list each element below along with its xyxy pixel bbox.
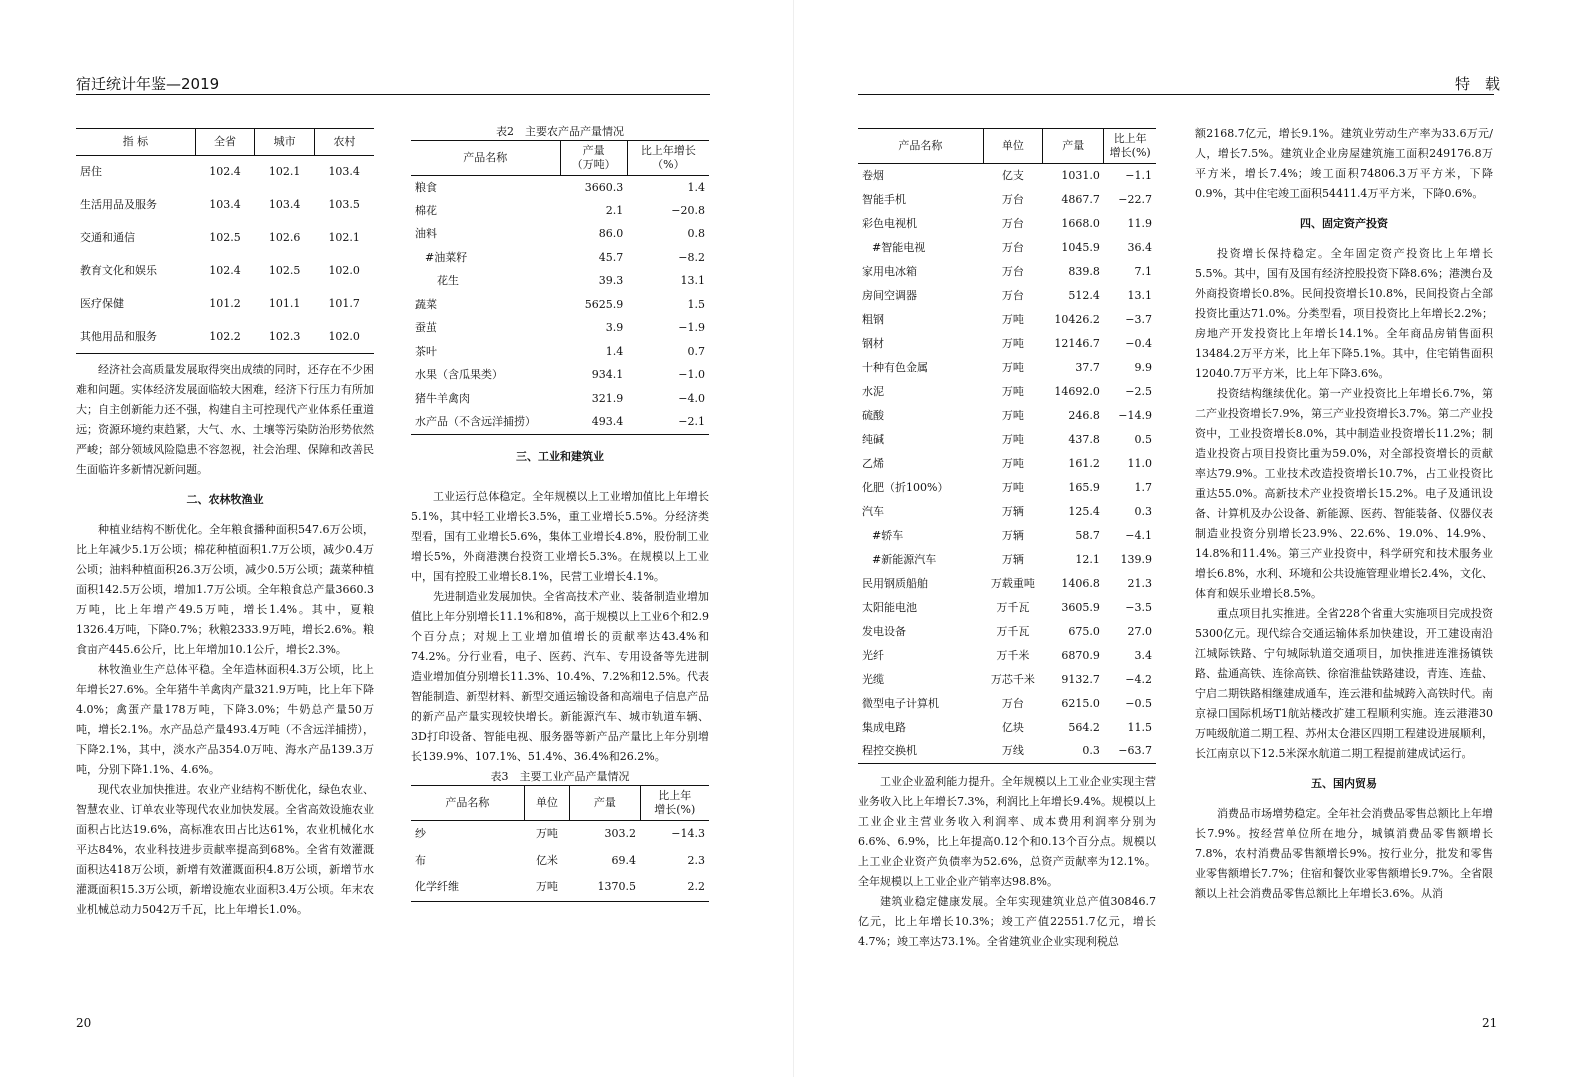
product-growth: 27.0	[1127, 624, 1152, 638]
value-rural: 103.4	[328, 165, 360, 179]
product-growth: −1.9	[678, 321, 705, 335]
product-output: 2.1	[605, 203, 624, 217]
product-name: 集成电路	[862, 720, 906, 734]
page-number-left: 20	[76, 1016, 92, 1030]
table-row	[858, 620, 1156, 644]
product-output: 839.8	[1068, 264, 1100, 278]
product-name: 纯碱	[862, 432, 884, 446]
product-unit: 万台	[1001, 216, 1024, 230]
t2-header-growth: 比上年增长 （%）	[627, 141, 709, 176]
product-name: 棉花	[415, 203, 437, 217]
product-output: 1406.8	[1061, 576, 1100, 590]
product-growth: 13.1	[680, 274, 705, 288]
header-rule-left	[76, 94, 710, 95]
product-growth: 0.5	[1134, 432, 1152, 446]
product-growth: 36.4	[1127, 240, 1152, 254]
header-rule-right	[858, 94, 1494, 95]
paragraph-investment-3: 重点项目扎实推进。全省228个省重大实施项目完成投资5300亿元。现代综合交通运输体系加快建设，开工建设南沿江城际铁路、宁句城际轨道交通项目，加快推进连淮扬镇铁路、盐通高铁、连徐高铁、徐宿淮盐铁路建设，青连、连盐、宁启二期铁路相继建成通车，连云港和盐城跨入高铁时代。南京禄口国际机场T1航站楼改扩建工程顺利实施。连云港港30万吨级航道二期工程、苏州太仓港区四期工程建设进展顺利，长江南京以下12.5米深水航道二期工程提前建成试运行。	[1195, 607, 1493, 760]
product-output: 1045.9	[1061, 240, 1100, 254]
paragraph-agriculture-2: 林牧渔业生产总体平稳。全年造林面积4.3万公顷，比上年增长27.6%。全年猪牛羊禽肉产量321.9万吨，比上年下降4.0%；禽蛋产量178万吨，下降3.0%；牛奶总产量50万吨，增长2.1%。水产品总产量493.4万吨（不含远洋捕捞），下降2.1%，其中，淡水产品354.0万吨、海水产品139.3万吨，分别下降1.1%、4.6%。	[76, 663, 374, 776]
product-growth: 2.3	[687, 853, 705, 867]
row-label: 交通和通信	[80, 231, 135, 244]
product-unit: 亿米	[535, 853, 558, 867]
table-row	[411, 387, 709, 411]
product-unit: 万千米	[996, 648, 1030, 662]
product-name: 水果（含瓜果类）	[415, 368, 503, 382]
table-row	[858, 164, 1156, 188]
product-name: 化肥（折100%）	[862, 480, 949, 494]
product-unit: 万吨	[535, 826, 558, 840]
value-rural: 102.0	[314, 321, 374, 354]
product-name: 光缆	[862, 672, 884, 686]
right-page	[794, 0, 1587, 1077]
product-unit: 万载重吨	[990, 576, 1035, 590]
product-growth: 139.9	[1120, 552, 1152, 566]
value-city: 102.5	[268, 264, 301, 277]
header-indicator: 指 标	[76, 129, 195, 156]
product-unit: 亿支	[1001, 168, 1024, 182]
table-row	[76, 222, 374, 255]
product-unit: 万吨	[1001, 312, 1024, 326]
paragraph-industry-2: 先进制造业发展加快。全省高技术产业、装备制造业增加值比上年分别增长11.1%和8%，高于规模以上工业6个和2.9个百分点；对规上工业增加值增长的贡献率达43.4%和74.2%。分行业看，电子、医药、汽车、专用设备等先进制造业增加值分别增长11.3%、10.4%、7.2%和12.5%。代表智能制造、新型材料、新型交通运输设备和高端电子信息产品的新产品产量实现较快增长。新能源汽车、城市轨道车辆、3D打印设备、智能电视、服务器等新产品产量比上年分别增长139.9%、107.1%、51.4%、36.4%和26.2%。	[411, 589, 709, 763]
table-row	[858, 476, 1156, 500]
table-row	[858, 380, 1156, 404]
row-label: 教育文化和娱乐	[80, 264, 157, 277]
product-unit: 万台	[1001, 240, 1024, 254]
product-name: 家用电冰箱	[862, 264, 917, 278]
product-growth: 11.5	[1127, 720, 1152, 734]
table-row	[858, 308, 1156, 332]
t3c-header-output: 产量	[1043, 129, 1104, 164]
table-row	[858, 740, 1156, 764]
t2-header-name: 产品名称	[411, 141, 560, 176]
product-name: #油菜籽	[425, 250, 468, 264]
value-city: 102.1	[268, 165, 301, 179]
product-output: 3660.3	[584, 180, 624, 194]
product-growth: −20.8	[671, 203, 705, 217]
table-row	[858, 500, 1156, 524]
product-name: 发电设备	[862, 624, 906, 638]
product-output: 303.2	[604, 826, 637, 840]
product-output: 6870.9	[1061, 648, 1100, 662]
table-row	[858, 188, 1156, 212]
paragraph-industry-1: 工业运行总体稳定。全年规模以上工业增加值比上年增长5.1%，其中轻工业增长3.5%，重工业增长5.5%。分经济类型看，国有工业增长5.6%，集体工业增长4.8%，股份制工业增长5%，外商港澳台投资工业增长5.3%。在规模以上工业中，国有控股工业增长8.1%，民营工业增长4.1%。	[411, 489, 709, 583]
left-column-2	[411, 124, 709, 902]
product-name: 卷烟	[862, 168, 884, 182]
header-city: 城市	[255, 129, 315, 156]
product-growth: −63.7	[1104, 740, 1156, 764]
product-output: 1.4	[605, 344, 624, 358]
table-row	[76, 156, 374, 189]
value-rural: 101.7	[328, 297, 360, 310]
product-unit: 万吨	[1001, 432, 1024, 446]
row-label: 医疗保健	[80, 297, 124, 310]
product-growth: −4.2	[1125, 672, 1152, 686]
paragraph-investment-1: 投资增长保持稳定。全年固定资产投资比上年增长5.5%。其中，国有及国有经济控股投资下降8.6%；港澳台及外商投资增长0.8%。民间投资增长10.8%，民间投资占全部投资比重达71.0%。分类型看，项目投资比上年增长2.2%；房地产开发投资比上年增长14.1%。全年商品房销售面积13484.2万平方米，比上年下降5.1%。其中，住宅销售面积12040.7万平方米，比上年下降3.6%。	[1195, 247, 1493, 380]
product-growth: 11.9	[1127, 216, 1152, 230]
paragraph-construction-continued: 额2168.7亿元，增长9.1%。建筑业劳动生产率为33.6万元/人，增长7.5%。建筑业企业房屋建筑施工面积249176.8万平方米，增长7.4%；竣工面积74806.3万平方米，下降0.9%，其中住宅竣工面积54411.4万平方米，下降0.6%。	[1195, 127, 1493, 200]
product-growth: 1.5	[687, 297, 705, 311]
product-unit: 万台	[1001, 264, 1024, 278]
paragraph-agriculture-3: 现代农业加快推进。农业产业结构不断优化，绿色农业、智慧农业、订单农业等现代农业加快发展。全省高效设施农业面积占比达19.6%，高标准农田占比达61%，农业机械化水平达84%，农业科技进步贡献率提高到68%。全省有效灌溉面积达418万公顷，新增有效灌溉面积4.8万公顷，新增节水灌溉面积15.3万公顷，新增设施农业面积3.4万公顷。年末农业机械总动力5042万千瓦，比上年增长1.0%。	[76, 783, 374, 916]
t3-header-growth: 比上年 增长(%)	[640, 785, 709, 820]
paragraph-trade: 消费品市场增势稳定。全年社会消费品零售总额比上年增长7.9%。按经营单位所在地分，城镇消费品零售额增长7.8%，农村消费品零售额增长9%。按行业分，批发和零售业零售额增长7.7%；住宿和餐饮业零售额增长9.7%。全省限额以上社会消费品零售总额比上年增长3.6%。从消	[1195, 807, 1493, 900]
table-row	[411, 293, 709, 317]
product-unit: 万辆	[1001, 528, 1024, 542]
product-growth: 2.2	[640, 874, 709, 901]
t3c-header-name: 产品名称	[858, 129, 983, 164]
product-growth: −3.5	[1125, 600, 1152, 614]
table-row	[76, 189, 374, 222]
product-output: 934.1	[591, 368, 624, 382]
product-unit: 亿块	[1001, 720, 1024, 734]
product-output: 246.8	[1068, 408, 1100, 422]
header-province: 全省	[195, 129, 255, 156]
product-output: 1370.5	[570, 874, 640, 901]
table-row	[76, 255, 374, 288]
table-row	[858, 524, 1156, 548]
right-column-2	[1195, 124, 1493, 904]
product-growth: −22.7	[1118, 192, 1152, 206]
section-heading-agriculture: 二、农林牧渔业	[186, 493, 264, 506]
table3-caption: 表3 主要工业产品产量情况	[490, 769, 630, 783]
table-row	[411, 176, 709, 200]
value-city: 103.4	[268, 198, 301, 211]
table-row	[76, 288, 374, 321]
product-name: 太阳能电池	[862, 600, 917, 614]
table-row	[858, 428, 1156, 452]
left-column-1	[76, 128, 374, 920]
table-row	[858, 332, 1156, 356]
product-output: 14692.0	[1054, 384, 1100, 398]
product-name: 粮食	[415, 180, 437, 194]
value-city: 101.1	[268, 297, 301, 310]
value-province: 101.2	[209, 297, 241, 310]
section-heading-investment: 四、固定资产投资	[1300, 217, 1388, 230]
product-unit: 万芯千米	[990, 672, 1035, 686]
table-row	[76, 321, 374, 354]
product-name: #智能电视	[872, 240, 926, 254]
product-unit: 万台	[1001, 288, 1024, 302]
table-row	[411, 411, 709, 435]
price-index-table	[76, 128, 374, 354]
product-growth: −4.0	[678, 391, 705, 405]
table-row	[411, 340, 709, 364]
product-growth: 1.4	[687, 180, 705, 194]
product-growth: 3.4	[1134, 648, 1152, 662]
product-output: 4867.7	[1061, 192, 1100, 206]
product-unit: 万千瓦	[996, 600, 1030, 614]
paragraph-construction: 建筑业稳定健康发展。全年实现建筑业总产值30846.7亿元，比上年增长10.3%；竣工产值22551.7亿元，增长4.7%；竣工率达73.1%。全省建筑业企业实现利税总	[858, 895, 1156, 948]
product-output: 3.9	[605, 321, 624, 335]
table2-caption: 表2 主要农产品产量情况	[496, 125, 624, 138]
product-output: 493.4	[560, 411, 627, 435]
table-row	[858, 668, 1156, 692]
product-output: 564.2	[1068, 720, 1100, 734]
product-name: 程控交换机	[858, 740, 983, 764]
product-unit: 万台	[1001, 696, 1024, 710]
table-row	[858, 452, 1156, 476]
table-row	[411, 364, 709, 388]
product-growth: −2.1	[627, 411, 709, 435]
right-column-1	[858, 128, 1156, 952]
product-growth: 1.7	[1134, 480, 1152, 494]
product-name: 汽车	[862, 504, 884, 518]
product-name: 民用钢质船舶	[862, 576, 928, 590]
product-output: 6215.0	[1061, 696, 1100, 710]
product-name: 彩色电视机	[862, 216, 917, 230]
product-output: 512.4	[1068, 288, 1100, 302]
product-name: 布	[415, 853, 426, 867]
product-growth: 7.1	[1134, 264, 1152, 278]
industrial-products-table	[411, 785, 709, 902]
product-growth: −14.9	[1118, 408, 1152, 422]
paragraph-profit: 工业企业盈利能力提升。全年规模以上工业企业实现主营业务收入比上年增长7.3%，利润比上年增长9.4%。规模以上工业企业主营业务收入利润率、成本费用利润率分别为6.6%、6.9%，比上年提高0.12个和0.13个百分点。规模以上工业企业资产负债率为52.6%，总资产贡献率为12.1%。全年规模以上工业企业产销率达98.8%。	[858, 775, 1156, 888]
product-output: 3605.9	[1061, 600, 1100, 614]
product-name: 花生	[437, 274, 459, 288]
value-province: 102.2	[195, 321, 255, 354]
table-row	[411, 270, 709, 294]
value-province: 103.4	[209, 198, 241, 211]
product-name: 蚕茧	[415, 321, 437, 335]
table-row	[411, 317, 709, 341]
product-unit: 万吨	[1001, 480, 1024, 494]
product-unit: 万吨	[1001, 408, 1024, 422]
running-head-right: 特 载	[1455, 75, 1501, 93]
table-row	[411, 199, 709, 223]
section-heading-trade: 五、国内贸易	[1311, 777, 1377, 790]
product-output: 321.9	[591, 391, 624, 405]
paragraph-agriculture-1: 种植业结构不断优化。全年粮食播种面积547.6万公顷，比上年减少5.1万公顷；棉花种植面积1.7万公顷，减少0.4万公顷；油料种植面积26.3万公顷，减少0.5万公顷；蔬菜种植面积142.5万公顷，增加1.7万公顷。全年粮食总产量3660.3万吨，比上年增产49.5万吨，增长1.4%。其中，夏粮1326.4万吨，下降0.7%；秋粮2333.9万吨，增长2.6%。粮食亩产445.6公斤，比上年增加10.1公斤，增长2.3%。	[76, 523, 374, 656]
product-name: 光纤	[862, 648, 884, 662]
product-unit: 万吨	[1001, 360, 1024, 374]
product-output: 10426.2	[1054, 312, 1100, 326]
product-output: 58.7	[1075, 528, 1100, 542]
value-province: 102.4	[209, 165, 241, 179]
product-unit: 万千瓦	[996, 624, 1030, 638]
product-unit: 万辆	[1001, 552, 1024, 566]
product-name: 化学纤维	[411, 874, 524, 901]
value-city: 102.3	[255, 321, 315, 354]
page-number-right: 21	[1482, 1016, 1498, 1030]
value-province: 102.4	[209, 264, 241, 277]
product-name: 硫酸	[862, 408, 884, 422]
product-unit: 万线	[983, 740, 1043, 764]
table-row	[858, 284, 1156, 308]
paragraph-problems: 经济社会高质量发展取得突出成绩的同时，还存在不少困难和问题。实体经济发展面临较大困难，经济下行压力有所加大；自主创新能力还不强，构建自主可控现代产业体系任重道远；资源环境约束趋紧，大气、水、土壤等污染防治形势依然严峻；部分领域风险隐患不容忽视，社会治理、保障和改善民生面临许多新情况新问题。	[76, 363, 374, 476]
row-label: 其他用品和服务	[76, 321, 195, 354]
value-rural: 103.5	[328, 198, 360, 211]
row-label: 生活用品及服务	[80, 198, 157, 211]
product-output: 5625.9	[584, 297, 624, 311]
value-city: 102.6	[268, 231, 301, 244]
product-output: 125.4	[1068, 504, 1100, 518]
table-row	[411, 223, 709, 247]
paragraph-investment-2: 投资结构继续优化。第一产业投资比上年增长6.7%，第二产业投资增长7.9%，第三产业投资增长3.7%。第二产业投资中，工业投资增长8.0%，其中制造业投资增长11.2%；制造业投资占项目投资比重为59.0%，对全部投资增长的贡献率达79.9%。工业技术改造投资增长10.7%，占工业投资比重达55.0%。高新技术产业投资增长15.2%。电子及通讯设备、计算机及办公设备、新能源、医药、智能装备、仪器仪表制造业投资分别增长23.9%、22.6%、19.0%、14.9%、14.8%和11.4%。第三产业投资中，科学研究和技术服务业增长6.8%，水利、环境和公共设施管理业增长2.4%，文化、体育和娱乐业增长8.5%。	[1195, 387, 1493, 600]
product-growth: −8.2	[678, 250, 705, 264]
t2-header-output: 产量 （万吨）	[560, 141, 627, 176]
table-row	[858, 260, 1156, 284]
value-rural: 102.0	[328, 264, 360, 277]
product-unit: 万台	[1001, 192, 1024, 206]
value-province: 102.5	[209, 231, 241, 244]
product-name: 乙烯	[862, 456, 884, 470]
product-output: 12.1	[1075, 552, 1100, 566]
table-row	[858, 356, 1156, 380]
table-row	[411, 847, 709, 874]
table-row	[411, 246, 709, 270]
product-output: 39.3	[598, 274, 624, 288]
product-output: 1668.0	[1061, 216, 1100, 230]
left-page	[0, 0, 793, 1077]
t3-header-unit: 单位	[524, 785, 569, 820]
product-name: 油料	[415, 227, 437, 241]
table-row	[411, 820, 709, 847]
product-output: 437.8	[1068, 432, 1100, 446]
product-output: 675.0	[1068, 624, 1100, 638]
product-growth: 0.7	[687, 344, 705, 358]
table-row	[858, 572, 1156, 596]
product-growth: 9.9	[1134, 360, 1152, 374]
product-growth: 21.3	[1127, 576, 1152, 590]
row-label: 居住	[80, 165, 102, 179]
product-growth: −4.1	[1125, 528, 1152, 542]
table-row	[858, 716, 1156, 740]
product-name: 智能手机	[862, 192, 906, 206]
product-growth: −1.1	[1125, 168, 1152, 182]
industrial-products-table-continued	[858, 128, 1156, 764]
product-unit: 万吨	[1001, 456, 1024, 470]
running-head-left: 宿迁统计年鉴—2019	[76, 75, 220, 93]
product-output: 45.7	[598, 250, 624, 264]
product-name: 微型电子计算机	[862, 696, 939, 710]
product-name: #轿车	[872, 528, 904, 542]
product-growth: −0.5	[1125, 696, 1152, 710]
t3-header-name: 产品名称	[411, 785, 524, 820]
product-growth: 0.3	[1134, 504, 1152, 518]
section-heading-industry: 三、工业和建筑业	[516, 449, 604, 463]
table-row	[858, 548, 1156, 572]
table-row	[858, 692, 1156, 716]
product-growth: −1.0	[678, 368, 705, 382]
product-output: 12146.7	[1054, 336, 1100, 350]
product-name: 茶叶	[415, 344, 437, 358]
table-row	[858, 644, 1156, 668]
product-growth: −14.3	[671, 826, 705, 840]
product-output: 9132.7	[1061, 672, 1100, 686]
table-row	[858, 212, 1156, 236]
product-unit: 万吨	[1001, 336, 1024, 350]
product-name: 纱	[415, 826, 426, 840]
table-row	[858, 404, 1156, 428]
product-unit: 万吨	[524, 874, 569, 901]
product-name: 钢材	[862, 336, 884, 350]
product-name: 十种有色金属	[862, 360, 928, 374]
product-growth: −2.5	[1125, 384, 1152, 398]
agri-products-table	[411, 140, 709, 435]
table-row	[858, 596, 1156, 620]
t3c-header-growth: 比上年 增长(%)	[1104, 129, 1156, 164]
product-output: 1031.0	[1061, 168, 1100, 182]
product-name: 蔬菜	[415, 297, 437, 311]
product-growth: 13.1	[1127, 288, 1152, 302]
product-unit: 万吨	[1001, 384, 1024, 398]
product-output: 165.9	[1068, 480, 1100, 494]
product-growth: −0.4	[1125, 336, 1152, 350]
product-name: 水泥	[862, 384, 884, 398]
product-output: 0.3	[1043, 740, 1104, 764]
product-growth: 0.8	[687, 227, 705, 241]
product-name: 水产品（不含远洋捕捞）	[411, 411, 560, 435]
product-name: 粗钢	[862, 312, 884, 326]
value-rural: 102.1	[328, 231, 360, 244]
product-output: 161.2	[1068, 456, 1100, 470]
product-output: 69.4	[611, 853, 637, 867]
header-rural: 农村	[314, 129, 374, 156]
product-growth: 11.0	[1127, 456, 1152, 470]
product-name: #新能源汽车	[872, 552, 937, 566]
table-row	[858, 236, 1156, 260]
product-name: 房间空调器	[862, 288, 917, 302]
t3c-header-unit: 单位	[983, 129, 1043, 164]
t3-header-output: 产量	[570, 785, 640, 820]
product-name: 猪牛羊禽肉	[415, 391, 470, 405]
product-output: 86.0	[598, 227, 624, 241]
product-output: 37.7	[1075, 360, 1100, 374]
table-row	[411, 874, 709, 901]
product-unit: 万辆	[1001, 504, 1024, 518]
product-growth: −3.7	[1125, 312, 1152, 326]
